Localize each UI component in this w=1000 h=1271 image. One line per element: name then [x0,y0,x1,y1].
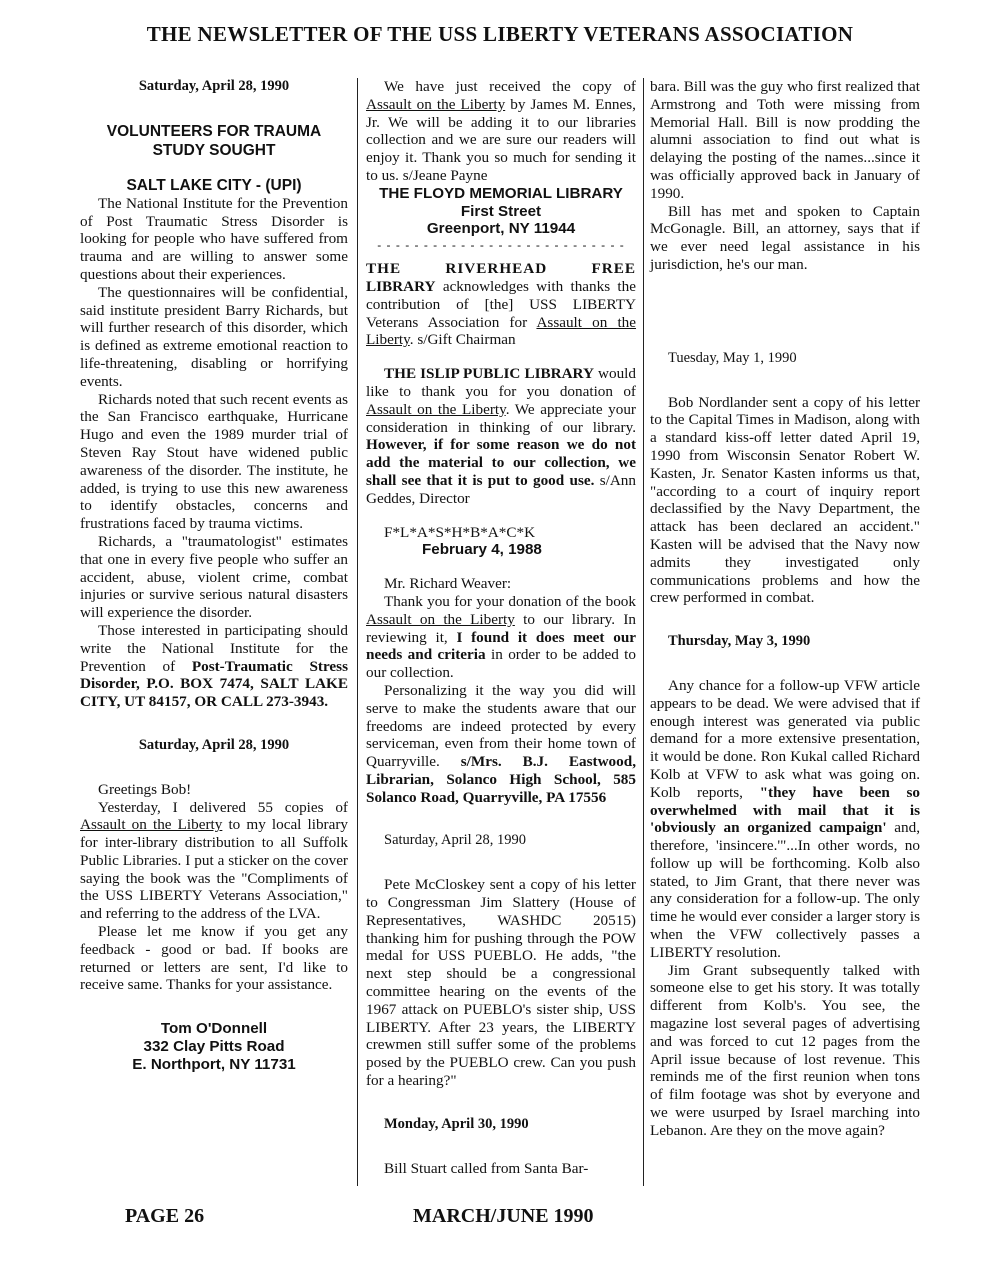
letter-paragraph [80,799,348,924]
paragraph-text: Thank you for your donation of the book [384,592,636,610]
paragraph-text: in order to be added to our collection. [366,646,636,682]
article-paragraph: Pete McCloskey sent a copy of his letter to Congressman Jim Slattery (House of Representatives, WASHDC 20515) thanking him for pushing through the POW medal for USS PUEBLO. He adds, "the next step should be a congressional committee hearing on the events of the 1967 attack on PUEBLO's sister ship, USS LIBERTY. After 23 years, the LIBERTY crewmen still suffer some of the problems posed by the PUEBLO crew. Can you push for a hearing?" [366,876,636,1090]
separator-dashes: - - - - - - - - - - - - - - - - - - - - - - - - - - - [377,238,625,253]
column-divider [643,78,644,1186]
paragraph-text: Yesterday, I delivered 55 copies of [98,798,348,816]
signature-name: Tom O'Donnell [160,1020,268,1038]
library-name: THE FLOYD MEMORIAL LIBRARY [379,184,623,202]
column-divider [357,78,358,1186]
letter-paragraph [366,682,636,807]
section-date: Saturday, April 28, 1990 [138,78,290,94]
article-paragraph [650,677,920,962]
library-address: Greenport, NY 11944 [426,220,576,238]
letter-paragraph: Please let me know if you get any feedback - good or bad. If books are returned or letters are sent, I'd like to receive same. Thanks for your assistance. [80,923,348,994]
headline: STUDY SOUGHT [152,141,276,159]
paragraph-text: to our library. In reviewing it, [366,610,636,646]
signature-block: s/Mrs. B.J. Eastwood, Librarian, Solanco High School, 585 Solanco Road, Quarryville, PA 17556 [366,753,636,806]
paragraph-text: and, therefore, 'insincere.'"...In other words, no follow up will be forthcoming. Kolb also stated, to Jim Grant, that there never was any consideration for a follow-up. The only time he would ever consider a larger story is when the VFW collectively passes a LIBERTY resolution. [650,819,920,961]
article-paragraph: Richards, a "traumatologist" estimates that one in every five people who suffer an accident, abuse, violent crime, combat injuries or survive serious natural disasters will experience the disorder. [80,532,348,622]
section-date: Saturday, April 28, 1990 [384,832,527,849]
emphasis-text: However, if for some reason we do not add the material to our collection, we shall see that it is put to good use. [366,436,636,489]
article-paragraph: Bill has met and spoken to Captain McGonagle. Bill, an attorney, says that if we ever need legal assistance in his jurisdiction, he's our man. [650,202,920,273]
paragraph-text: Personalizing it the way you did will serve to make the students aware that our freedoms are indeed protected by every serviceman, even from their home town of Quarryville. [366,681,636,771]
letter-salutation: Mr. Richard Weaver: [384,575,512,593]
paragraph-text: would like to thank you for you donation of [366,365,636,400]
column-2 [366,78,636,1177]
book-title: Assault on the Liberty [366,400,506,418]
headline: VOLUNTEERS FOR TRAUMA [106,122,322,140]
flashback-label: F*L*A*S*H*B*A*C*K [384,523,536,541]
letter-paragraph [366,593,636,682]
library-name: THE ISLIP PUBLIC LIBRARY [384,365,594,383]
signature-address: E. Northport, NY 11731 [132,1055,296,1073]
article-paragraph: The questionnaires will be confidential, said institute president Barry Richards, but will further research of this disorder, which is defined as extreme emotional reaction to life-threatening, disabling or horrifying events. [80,283,348,390]
emphasis-text: I found it does meet our needs and criteria [366,628,637,664]
flashback-date: February 4, 1988 [422,541,542,559]
section-date: Thursday, May 3, 1990 [668,633,811,650]
library-note [366,365,636,507]
library-name: LIBRARY [366,277,436,295]
paragraph-text: Any chance for a follow-up VFW article appears to be dead. We were advised that if enough interest was generated via public demand for a more extensive presentation, it would be done. Ron Kukal called Richard Kolb at VFW to ask what was going on. Kolb reports, [650,676,920,801]
column-3 [650,78,920,1140]
article-paragraph: The National Institute for the Prevention of Post Traumatic Stress Disorder is looking for people who have suffered from trauma and are willing to answer some questions about their experiences. [80,194,348,283]
section-date: Tuesday, May 1, 1990 [668,349,797,366]
signature-address: 332 Clay Pitts Road [143,1038,285,1056]
book-title: Assault on the Liberty [366,313,637,349]
letter-greeting: Greetings Bob! [98,780,192,798]
article-paragraph [80,622,348,711]
issue-date: MARCH/JUNE 1990 [413,1205,594,1227]
article-paragraph: Jim Grant subsequently talked with someone else to get his story. It was totally different from Kolb's. You see, the magazine lost several pages of advertising and was forced to cut 12 pages from the April issue because of lost revenue. This reminds me of the first reunion when tons of film footage was shot by everyone and we were usurped by Israel marching into Lebanon. Are they on the move again? [650,961,920,1139]
article-paragraph: bara. Bill was the guy who first realized that Armstrong and Toth were missing from Memorial Hall. Bill is now prodding the alumni association to find out what is delaying the posting of the names...since it was officially approved back in January of 1990. [650,78,920,202]
section-date: Monday, April 30, 1990 [384,1115,529,1132]
dateline: SALT LAKE CITY - (UPI) [126,176,302,194]
section-date: Saturday, April 28, 1990 [138,736,290,753]
column-1 [80,78,348,1074]
article-paragraph: Bill Stuart called from Santa Bar- [384,1159,589,1177]
article-paragraph: Bob Nordlander sent a copy of his letter to the Capital Times in Madison, along with a standard kiss-off letter dated April 19, 1990 from Wisconsin Senator Robert W. Kasten, Jr. Senator Kasten informs us that, "according to a court of inquiry report declassified by the Navy Department, the attack has been declared an accident." Kasten will be advised that the Navy now admits they investigated only communications problems and how the crew performed in combat. [650,393,920,607]
library-name: THE RIVERHEAD FREE [366,260,636,278]
contact-address: Post-Traumatic Stress Disorder, P.O. BOX 7474, SALT LAKE CITY, UT 84157, OR CALL 273-3943. [80,657,348,711]
paragraph-text: by James M. Ennes, Jr. We will be adding it to our libraries collection and we are sure our readers will enjoy it. Thank you so much for sending it to us. s/Jeane Payne [366,95,636,184]
library-heading [366,260,636,278]
book-title: Assault on the Liberty [366,610,515,628]
newsletter-title: THE NEWSLETTER OF THE USS LIBERTY VETERANS ASSOCIATION [146,22,854,46]
paragraph-text: s/Ann Geddes, Director [366,471,636,507]
paragraph-text: . We appreciate your consideration in thinking of our library. [366,400,636,436]
letter-paragraph [366,78,636,185]
paragraph-text: to my local library for inter-library distribution to all Suffolk Public Libraries. I put a sticker on the cover saying the book was the "Compliments of the USS LIBERTY Veterans Association," and referring to the address of the LVA. [80,816,348,923]
book-title: Assault on the Liberty [366,95,506,113]
paragraph-text: Those interested in participating should write the National Institute for the Prevention of [80,621,348,675]
paragraph-text: . s/Gift Chairman [409,331,516,349]
article-paragraph: Richards noted that such recent events as the San Francisco earthquake, Hurricane Hugo and even the 1989 murder trial of Steven Ray Stout have widened public awareness of the disorder. The institute, he added, is trying to use this new awareness to identify obstacles, concerns and frustrations faced by trauma victims. [80,390,348,533]
library-address: First Street [460,202,542,220]
paragraph-text: We have just received the copy of [384,78,636,95]
library-note [366,278,636,349]
page-number: PAGE 26 [125,1205,205,1227]
paragraph-text: acknowledges with thanks the contribution of [the] USS LIBERTY Veterans Association for [366,277,636,331]
emphasis-text: "they have been so overwhelmed with mail that it is 'obviously an organized campaign' [650,783,920,837]
book-title: Assault on the Liberty [80,816,223,834]
